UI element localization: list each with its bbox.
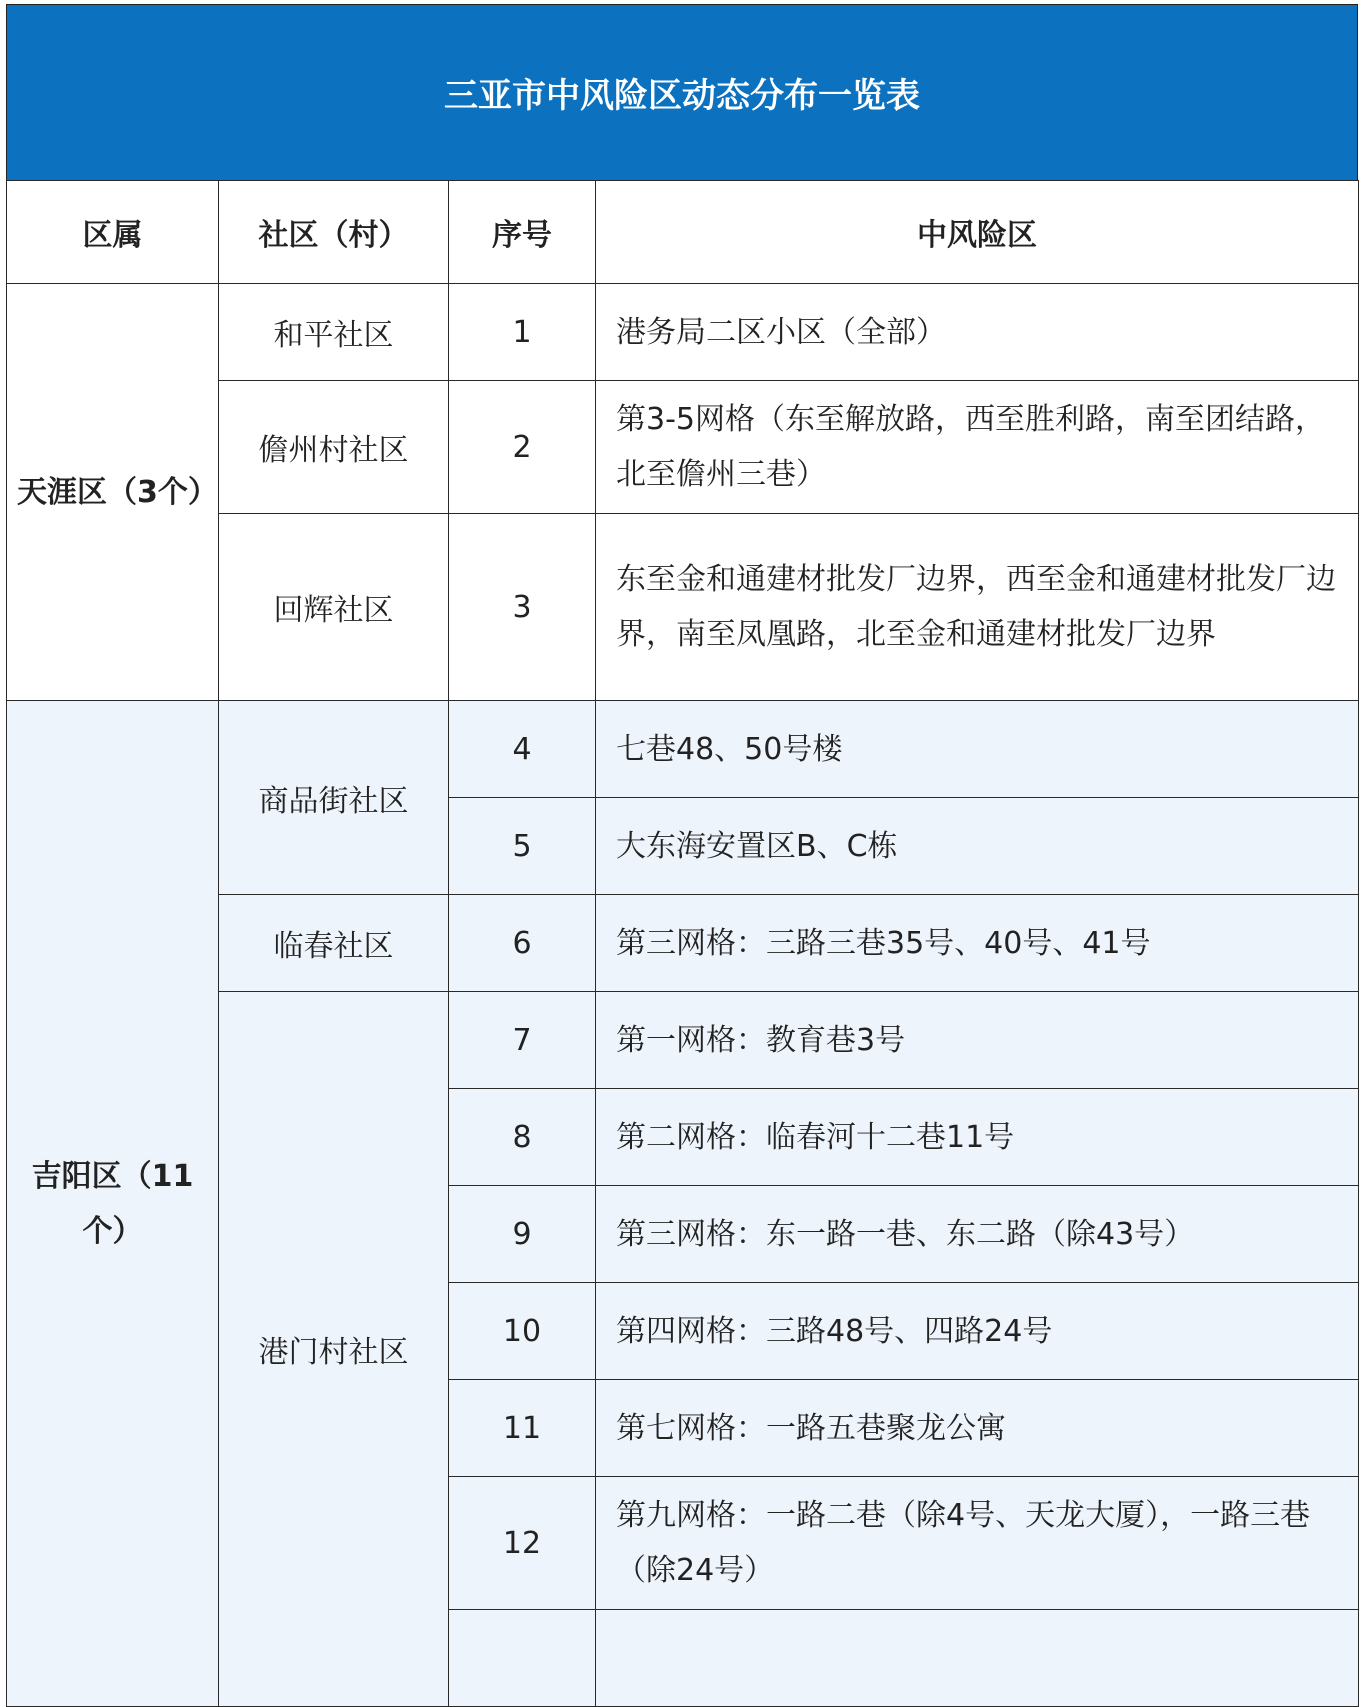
header-district: 区属 [7, 181, 219, 284]
area-cell: 第3-5网格（东至解放路，西至胜利路，南至团结路，北至儋州三巷） [596, 381, 1359, 514]
district-cell: 吉阳区（11个） [7, 701, 219, 1707]
area-cell: 港务局二区小区（全部） [596, 284, 1359, 381]
area-cell: 第二网格：临春河十二巷11号 [596, 1089, 1359, 1186]
number-cell: 5 [449, 798, 596, 895]
number-cell: 4 [449, 701, 596, 798]
area-cell: 第三网格：三路三巷35号、40号、41号 [596, 895, 1359, 992]
community-cell: 儋州村社区 [219, 381, 449, 514]
number-cell: 10 [449, 1283, 596, 1380]
number-cell [449, 1610, 596, 1707]
area-cell: 七巷48、50号楼 [596, 701, 1359, 798]
number-cell: 6 [449, 895, 596, 992]
community-cell: 回辉社区 [219, 514, 449, 701]
table-title: 三亚市中风险区动态分布一览表 [6, 4, 1358, 180]
area-cell: 第三网格：东一路一巷、东二路（除43号） [596, 1186, 1359, 1283]
header-area: 中风险区 [596, 181, 1359, 284]
area-cell: 第九网格：一路二巷（除4号、天龙大厦），一路三巷（除24号） [596, 1477, 1359, 1610]
number-cell: 11 [449, 1380, 596, 1477]
number-cell: 8 [449, 1089, 596, 1186]
number-cell: 7 [449, 992, 596, 1089]
header-number: 序号 [449, 181, 596, 284]
risk-area-table [6, 180, 1359, 1707]
number-cell: 3 [449, 514, 596, 701]
area-cell: 第一网格：教育巷3号 [596, 992, 1359, 1089]
header-community: 社区（村） [219, 181, 449, 284]
number-cell: 12 [449, 1477, 596, 1610]
table-row [7, 701, 1359, 798]
community-cell: 和平社区 [219, 284, 449, 381]
area-cell: 第四网格：三路48号、四路24号 [596, 1283, 1359, 1380]
number-cell: 2 [449, 381, 596, 514]
table-row [7, 284, 1359, 381]
community-cell: 临春社区 [219, 895, 449, 992]
district-cell: 天涯区（3个） [7, 284, 219, 701]
number-cell: 9 [449, 1186, 596, 1283]
area-cell: 第七网格：一路五巷聚龙公寓 [596, 1380, 1359, 1477]
header-row [7, 181, 1359, 284]
area-cell [596, 1610, 1359, 1707]
number-cell: 1 [449, 284, 596, 381]
community-cell: 港门村社区 [219, 992, 449, 1707]
community-cell: 商品街社区 [219, 701, 449, 895]
table-container [6, 4, 1358, 1707]
area-cell: 大东海安置区B、C栋 [596, 798, 1359, 895]
area-cell: 东至金和通建材批发厂边界，西至金和通建材批发厂边界，南至凤凰路，北至金和通建材批发厂边界 [596, 514, 1359, 701]
